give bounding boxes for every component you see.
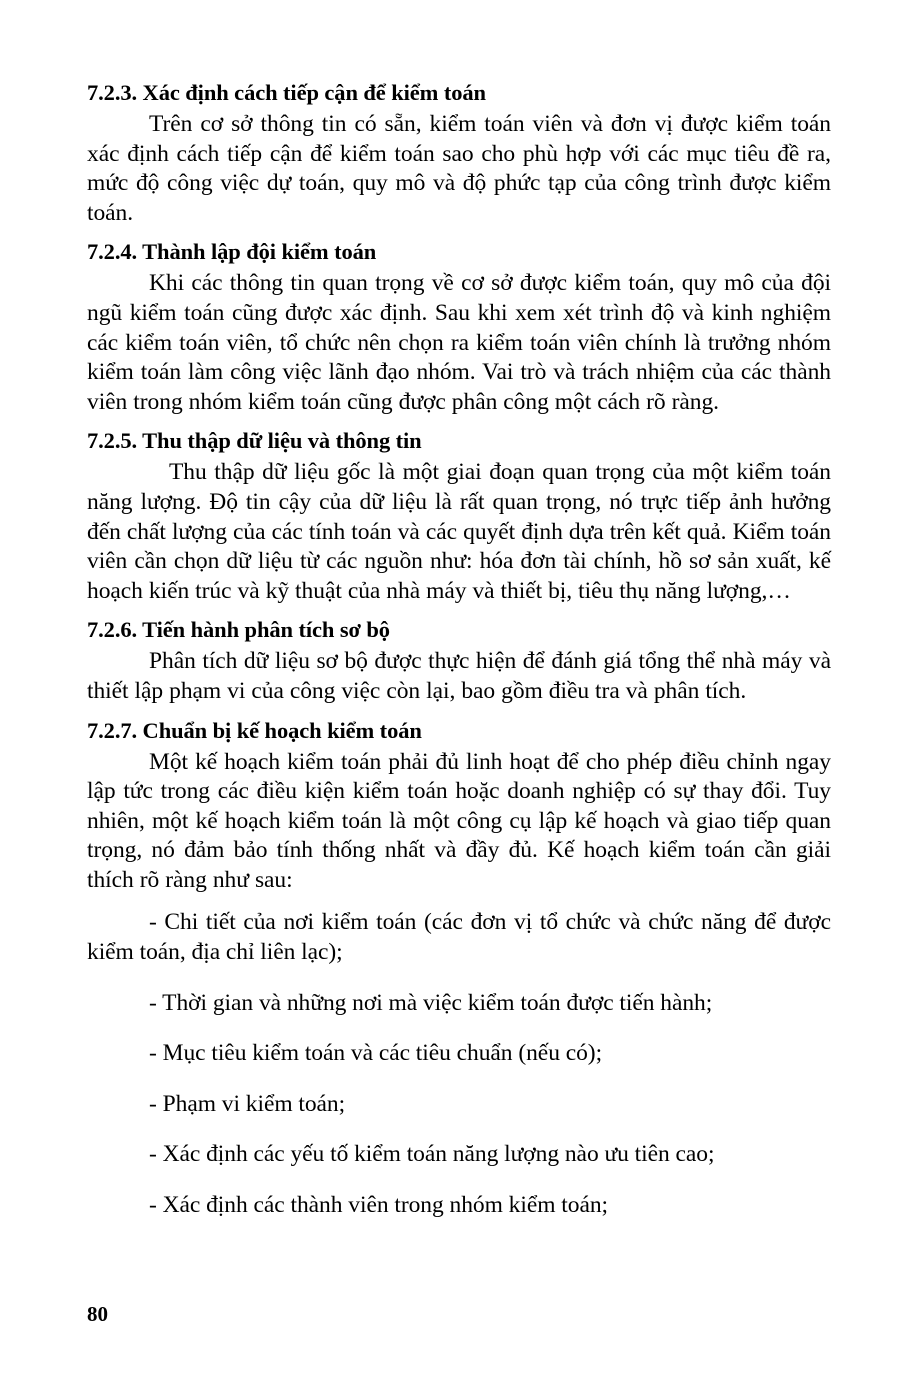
spacer (87, 228, 831, 237)
section-heading-7-2-5: 7.2.5. Thu thập dữ liệu và thông tin (87, 428, 422, 454)
spacer (87, 707, 831, 716)
section-paragraph-7-2-4: Khi các thông tin quan trọng về cơ sở được kiểm toán, quy mô của đội ngũ kiểm toán cũng được xác định. Sau khi xem xét trình độ và kinh nghiệm các kiểm toán viên, tổ chức nên chọn ra kiểm toán viên chính là trưởng nhóm kiểm toán làm công việc lãnh đạo nhóm. Vai trò và trách nhiệm của các thành viên trong nhóm kiểm toán cũng được phân công một cách rõ ràng. (87, 270, 831, 415)
list-item: - Mục tiêu kiểm toán và các tiêu chuẩn (nếu có); (149, 1040, 603, 1067)
page-content (87, 78, 831, 1221)
list-item: - Thời gian và những nơi mà việc kiểm toán được tiến hành; (149, 989, 713, 1016)
section-paragraph-7-2-7: Một kế hoạch kiểm toán phải đủ linh hoạt để cho phép điều chỉnh ngay lập tức trong các điều kiện kiểm toán hoặc doanh nghiệp có sự thay đổi. Tuy nhiên, một kế hoạch kiểm toán là một công cụ lập kế hoạch và giao tiếp quan trọng, nó đảm bảo tính thống nhất và đầy đủ. Kế hoạch kiểm toán cần giải thích rõ ràng như sau: (87, 748, 831, 893)
section-paragraph-7-2-3: Trên cơ sở thông tin có sẵn, kiểm toán viên và đơn vị được kiểm toán xác định cách tiếp cận để kiểm toán sao cho phù hợp với các mục tiêu đề ra, mức độ công việc dự toán, quy mô và độ phức tạp của công trình được kiểm toán. (87, 111, 831, 226)
list-item: - Phạm vi kiểm toán; (149, 1090, 346, 1117)
section-heading-7-2-6: 7.2.6. Tiến hành phân tích sơ bộ (87, 617, 390, 643)
section-paragraph-7-2-6: Phân tích dữ liệu sơ bộ được thực hiện để đánh giá tổng thể nhà máy và thiết lập phạm vi của công việc còn lại, bao gồm điều tra và phân tích. (87, 648, 831, 704)
spacer (87, 895, 831, 908)
list-item: - Chi tiết của nơi kiểm toán (các đơn vị tổ chức và chức năng để được kiểm toán, địa chỉ liên lạc); (87, 909, 831, 966)
spacer (87, 417, 831, 426)
section-paragraph-7-2-5: Thu thập dữ liệu gốc là một giai đoạn quan trọng của một kiểm toán năng lượng. Độ tin cậy của dữ liệu là rất quan trọng, nó trực tiếp ảnh hưởng đến chất lượng của các tính toán và các quyết định dựa trên kết quả. Kiểm toán viên cần chọn dữ liệu từ các nguồn như: hóa đơn tài chính, hồ sơ sản xuất, kế hoạch kiến trúc và kỹ thuật của nhà máy và thiết bị, tiêu thụ năng lượng,… (87, 459, 831, 604)
page-number: 80 (87, 1302, 108, 1326)
list-item: - Xác định các thành viên trong nhóm kiểm toán; (149, 1192, 609, 1219)
spacer (87, 606, 831, 615)
section-heading-7-2-3: 7.2.3. Xác định cách tiếp cận để kiểm toán (87, 80, 486, 105)
section-heading-7-2-4: 7.2.4. Thành lập đội kiểm toán (87, 239, 377, 265)
section-heading-7-2-7: 7.2.7. Chuẩn bị kế hoạch kiểm toán (87, 717, 422, 743)
list-item: - Xác định các yếu tố kiểm toán năng lượng nào ưu tiên cao; (149, 1141, 715, 1168)
audit-plan-list (87, 908, 831, 1220)
